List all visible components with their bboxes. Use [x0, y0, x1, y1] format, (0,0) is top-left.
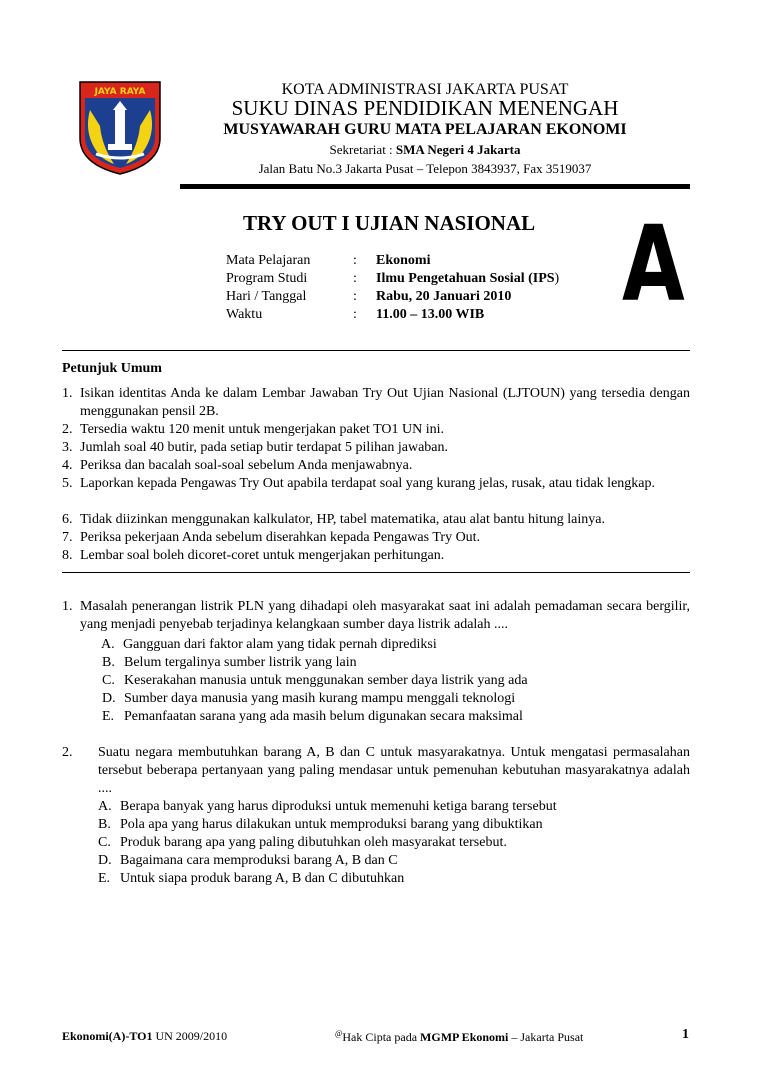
info-colon: :	[353, 289, 357, 304]
instruction-number: 2.	[62, 422, 73, 437]
q2-option-d	[98, 852, 398, 870]
copyright-owner: MGMP Ekonomi	[420, 1030, 509, 1044]
header-city: KOTA ADMINISTRASI JAKARTA PUSAT	[281, 81, 569, 98]
instruction-text: Laporkan kepada Pengawas Try Out apabila terdapat soal yang kurang jelas, rusak, atau tidak lengkap.	[80, 476, 655, 491]
q1-option-b	[102, 654, 357, 672]
option-letter: D.	[98, 853, 112, 868]
option-letter: E.	[102, 709, 115, 724]
info-colon: :	[353, 271, 357, 286]
option-text: Pola apa yang harus dilakukan untuk memproduksi barang yang dibuktikan	[120, 817, 543, 832]
question-text: Masalah penerangan listrik PLN yang dihadapi oleh masyarakat saat ini adalah pemadaman secara bergilir, yang menjadi penyebab terjadinya kelangkaan sumber daya listrik adalah ....	[80, 599, 690, 632]
instruction-number: 3.	[62, 440, 73, 455]
logo-emblem	[78, 80, 162, 176]
header-mgmp: MUSYAWARAH GURU MATA PELAJARAN EKONOMI	[223, 121, 627, 138]
question-text: Suatu negara membutuhkan barang A, B dan C untuk masyarakatnya. Untuk mengatasi permasalahan tersebut beberapa pertanyaan yang paling mendasar untuk pemenuhan kebutuhan masyarakatnya adalah ....	[98, 745, 690, 796]
page-number: 1	[682, 1027, 689, 1042]
logo-text: JAYA RAYA	[94, 87, 146, 97]
instruction-number: 5.	[62, 476, 73, 491]
info-value: 11.00 – 13.00 WIB	[376, 307, 485, 322]
info-colon: :	[353, 307, 357, 322]
jaya-raya-logo	[78, 80, 162, 176]
info-label: Program Studi	[226, 271, 308, 286]
header-department: SUKU DINAS PENDIDIKAN MENENGAH	[231, 96, 619, 120]
header-secretariat	[180, 142, 670, 158]
divider-bottom	[62, 572, 690, 573]
footer-copyright	[335, 1029, 583, 1045]
package-letter: A	[622, 203, 685, 325]
copyright-mark: @	[335, 1029, 343, 1038]
instruction-item	[62, 421, 690, 439]
instructions-title: Petunjuk Umum	[62, 361, 162, 376]
option-letter: B.	[98, 817, 111, 832]
option-letter: A.	[98, 799, 112, 814]
instruction-item	[62, 511, 690, 529]
instruction-item	[62, 547, 690, 565]
option-letter: D.	[102, 691, 116, 706]
q2-option-a	[98, 798, 557, 816]
q1-option-c	[102, 672, 528, 690]
instruction-number: 4.	[62, 458, 73, 473]
instruction-text: Lembar soal boleh dicoret-coret untuk mengerjakan perhitungan.	[80, 548, 445, 563]
option-text: Pemanfaatan sarana yang ada masih belum digunakan secara maksimal	[124, 709, 523, 724]
q2-option-b	[98, 816, 543, 834]
instruction-item	[62, 385, 690, 421]
option-text: Produk barang apa yang paling dibutuhkan oleh masyarakat tersebut.	[120, 835, 507, 850]
option-text: Berapa banyak yang harus diproduksi untuk memenuhi ketiga barang tersebut	[120, 799, 557, 814]
instruction-number: 8.	[62, 548, 73, 563]
instruction-text: Tidak diizinkan menggunakan kalkulator, HP, tabel matematika, atau alat bantu hitung lainya.	[80, 512, 605, 527]
option-letter: C.	[98, 835, 111, 850]
option-text: Keserakahan manusia untuk menggunakan sember daya listrik yang ada	[124, 673, 528, 688]
info-colon: :	[353, 253, 357, 268]
instruction-text: Jumlah soal 40 butir, pada setiap butir terdapat 5 pilihan jawaban.	[80, 440, 449, 455]
secretariat-value: SMA Negeri 4 Jakarta	[395, 142, 521, 157]
footer-code-rest: UN 2009/2010	[152, 1029, 228, 1043]
secretariat-label: Sekretariat :	[329, 142, 396, 157]
option-letter: B.	[102, 655, 115, 670]
option-text: Sumber daya manusia yang masih kurang mampu menggali teknologi	[124, 691, 516, 706]
instruction-text: Tersedia waktu 120 menit untuk mengerjakan paket TO1 UN ini.	[80, 422, 444, 437]
option-text: Bagaimana cara memproduksi barang A, B dan C	[120, 853, 398, 868]
info-value-main: Ilmu Pengetahuan Sosial (IPS	[376, 271, 555, 286]
info-value-suffix: )	[554, 271, 560, 286]
divider-top	[62, 350, 690, 351]
instruction-item	[62, 457, 690, 475]
footer-exam-code	[62, 1029, 227, 1044]
q2-option-e	[98, 870, 404, 888]
question-number: 1.	[62, 599, 73, 614]
copyright-pre: Hak Cipta pada	[342, 1030, 421, 1044]
info-value: Ekonomi	[376, 253, 431, 268]
instruction-text: Periksa pekerjaan Anda sebelum diserahkan kepada Pengawas Try Out.	[80, 530, 481, 545]
header-rule	[180, 184, 690, 189]
copyright-post: – Jakarta Pusat	[508, 1030, 584, 1044]
option-text: Gangguan dari faktor alam yang tidak pernah diprediksi	[123, 637, 437, 652]
question-number: 2.	[62, 745, 73, 760]
exam-title: TRY OUT I UJIAN NASIONAL	[243, 211, 536, 235]
info-value: Rabu, 20 Januari 2010	[376, 289, 512, 304]
option-letter: E.	[98, 871, 111, 886]
info-label: Hari / Tanggal	[226, 289, 307, 304]
q2-option-c	[98, 834, 507, 852]
option-text: Belum tergalinya sumber listrik yang lain	[124, 655, 357, 670]
instruction-item	[62, 475, 690, 493]
header-address: Jalan Batu No.3 Jakarta Pusat – Telepon 3843937, Fax 3519037	[258, 161, 592, 176]
q1-option-a	[101, 636, 437, 654]
instruction-number: 6.	[62, 512, 73, 527]
option-letter: C.	[102, 673, 115, 688]
info-label: Waktu	[226, 307, 263, 322]
instruction-number: 7.	[62, 530, 73, 545]
option-text: Untuk siapa produk barang A, B dan C dibutuhkan	[120, 871, 405, 886]
instruction-item	[62, 529, 690, 547]
instruction-text: Periksa dan bacalah soal-soal sebelum Anda menjawabnya.	[80, 458, 413, 473]
q1-option-d	[102, 690, 515, 708]
question-1	[62, 598, 690, 634]
instruction-number: 1.	[62, 386, 73, 401]
footer-code-bold: Ekonomi(A)-TO1	[62, 1029, 153, 1043]
question-2	[62, 744, 690, 798]
q1-option-e	[102, 708, 523, 726]
instruction-text: Isikan identitas Anda ke dalam Lembar Jawaban Try Out Ujian Nasional (LJTOUN) yang tersedia dengan menggunakan pensil 2B.	[80, 386, 690, 419]
info-value	[376, 271, 559, 287]
info-label: Mata Pelajaran	[226, 253, 311, 268]
instruction-item	[62, 439, 690, 457]
option-letter: A.	[101, 637, 115, 652]
